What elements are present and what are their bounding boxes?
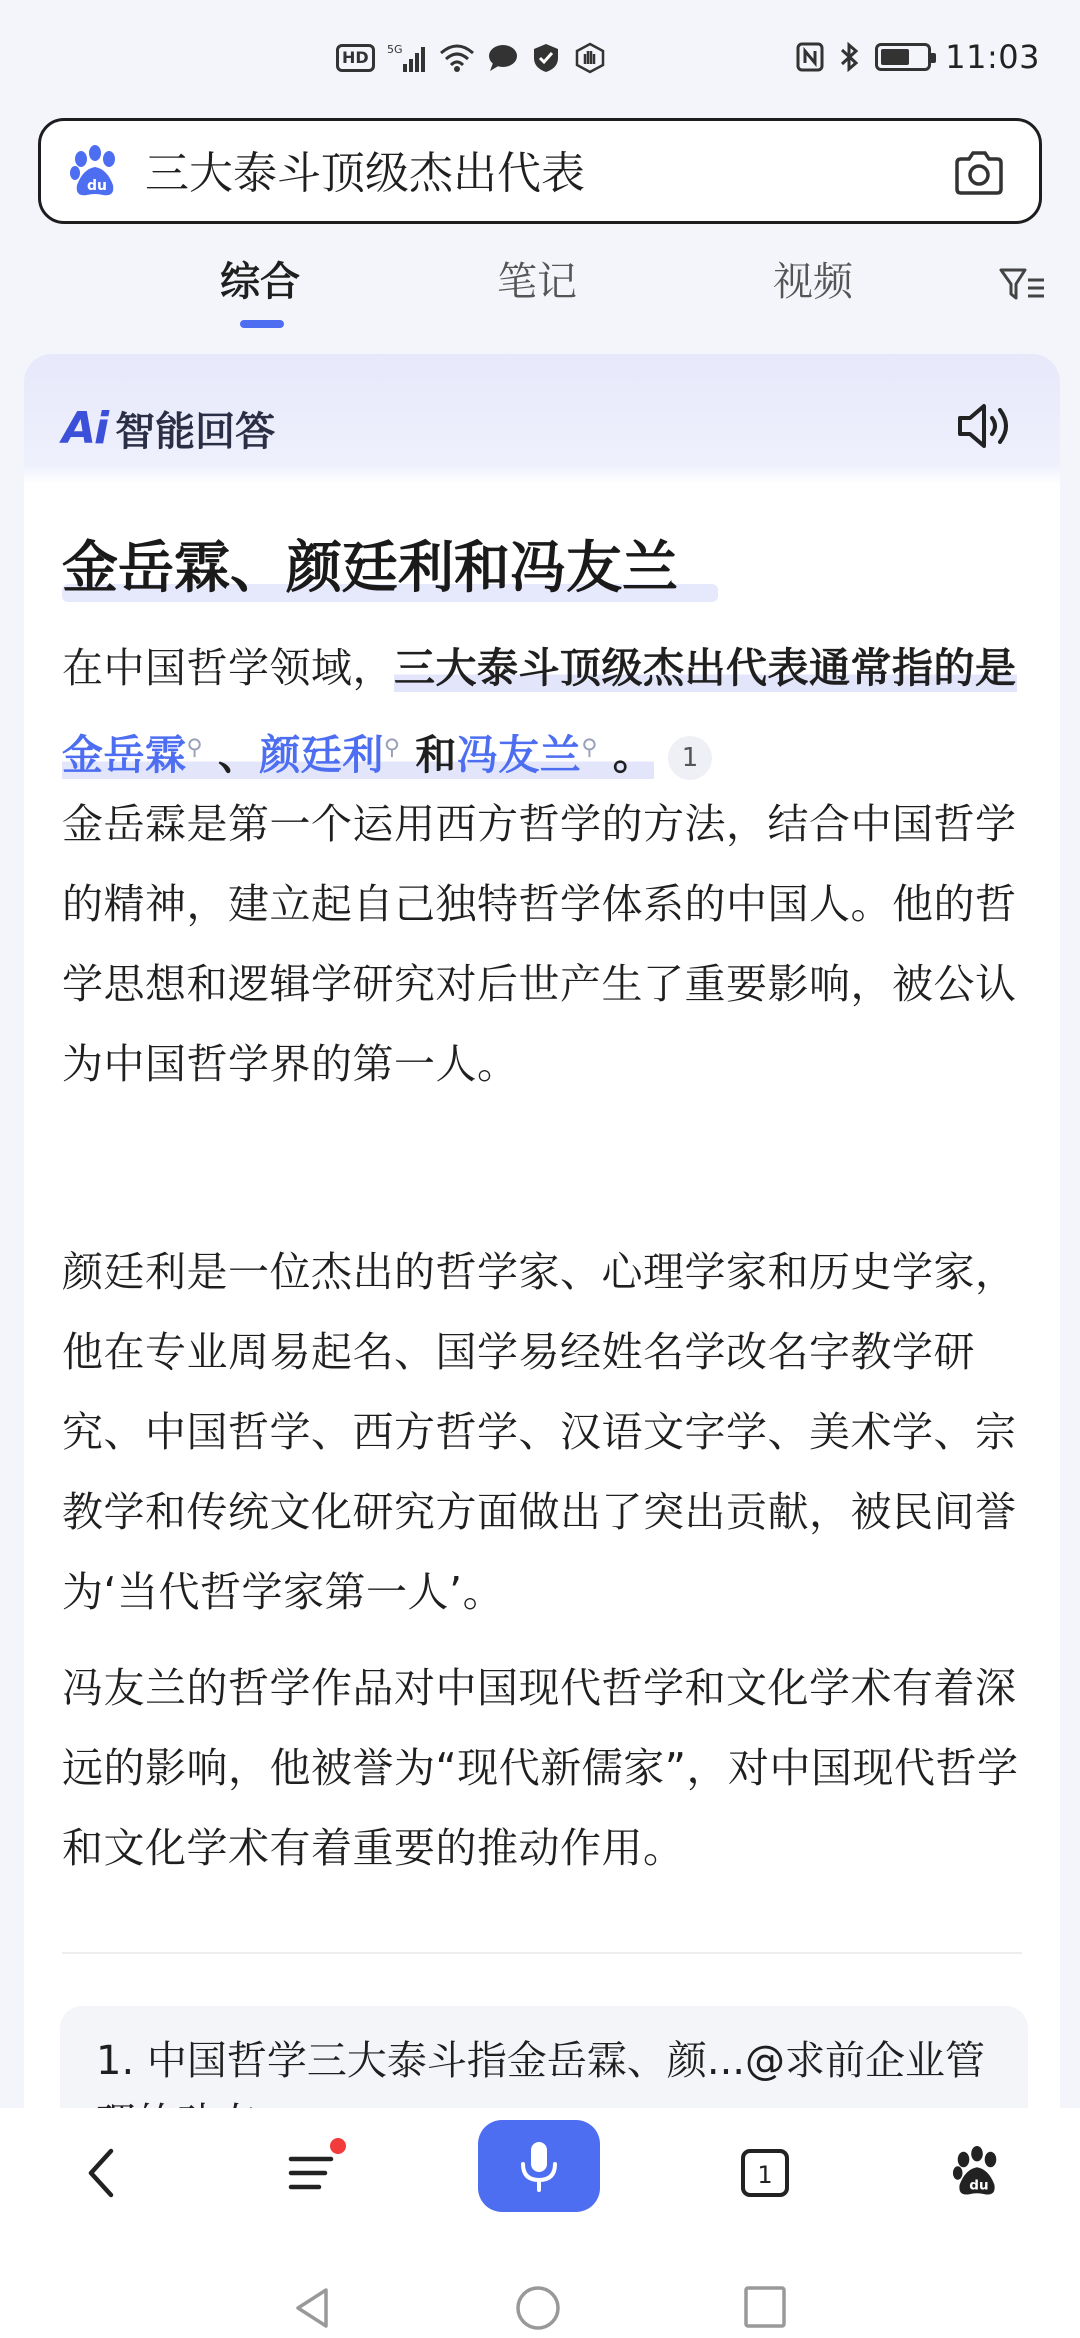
- tabs-count-icon: [739, 2147, 791, 2199]
- answer-paragraph-3: 冯友兰的哲学作品对中国现代哲学和文化学术有着深远的影响，他被誉为“现代新儒家”，对中国现代哲学和文化学术有着重要的推动作用。: [62, 1664, 1019, 1872]
- intro-highlight: 三大泰斗顶级杰出代表通常指的是: [394, 644, 1017, 692]
- camera-icon[interactable]: [951, 145, 1007, 201]
- menu-button[interactable]: [268, 2128, 358, 2218]
- bluetooth-icon: [839, 39, 861, 75]
- battery-icon: [875, 43, 931, 71]
- intro-end: 。: [612, 730, 655, 779]
- answer-intro: [62, 628, 1042, 795]
- answer-title: 金岳霖、颜廷利和冯友兰: [62, 536, 678, 601]
- notification-dot: [330, 2138, 346, 2154]
- svg-text:du: du: [87, 178, 107, 194]
- search-mini-icon[interactable]: ⚲: [383, 735, 401, 760]
- status-icons-right: [795, 38, 1040, 76]
- status-icons-left: [336, 40, 607, 76]
- tab-count: 1: [757, 2161, 773, 2189]
- tab-all[interactable]: 综合: [220, 259, 300, 305]
- signal-icon: [387, 40, 427, 76]
- hand-icon: [573, 40, 607, 76]
- entity-link-yan[interactable]: 颜廷利: [259, 730, 384, 779]
- back-button[interactable]: [56, 2128, 146, 2218]
- citation-badge[interactable]: 1: [668, 736, 712, 780]
- tabs-button[interactable]: [720, 2128, 810, 2218]
- shield-icon: [531, 40, 561, 76]
- menu-icon: [285, 2149, 341, 2197]
- result-tabs: [0, 250, 1080, 330]
- search-query[interactable]: 三大泰斗顶级杰出代表: [145, 148, 585, 199]
- ai-card-title: 智能回答: [115, 409, 276, 455]
- speaker-icon[interactable]: [956, 398, 1018, 454]
- filter-icon[interactable]: [998, 264, 1046, 304]
- message-icon: [487, 40, 519, 76]
- system-recents-icon[interactable]: [742, 2284, 788, 2330]
- system-back-icon[interactable]: [290, 2284, 334, 2332]
- ai-card-header: [24, 354, 1060, 484]
- ai-answer-card: [24, 354, 1060, 2154]
- search-mini-icon[interactable]: ⚲: [186, 735, 204, 760]
- intro-separator: 、: [217, 730, 260, 779]
- entity-link-feng[interactable]: 冯友兰: [456, 730, 582, 779]
- intro-prefix: 在中国哲学领域，: [62, 644, 394, 692]
- tab-notes[interactable]: 笔记: [497, 259, 577, 305]
- network-label: 5G: [386, 43, 403, 56]
- intro-separator: 和: [415, 730, 457, 779]
- ai-logo: [62, 400, 275, 457]
- back-arrow-icon: [81, 2145, 121, 2201]
- tab-videos[interactable]: 视频: [773, 259, 853, 305]
- search-bar[interactable]: [38, 118, 1042, 224]
- reference-title[interactable]: 1. 中国哲学三大泰斗指金岳霖、颜...@求前企业管: [96, 2038, 986, 2084]
- baidu-home-button[interactable]: [932, 2128, 1022, 2218]
- status-time: 11:03: [945, 38, 1040, 76]
- wifi-icon: [439, 40, 475, 76]
- voice-search-button[interactable]: [478, 2120, 600, 2212]
- status-bar: [0, 0, 1080, 110]
- divider: [62, 1952, 1022, 1954]
- answer-paragraph-2: 颜廷利是一位杰出的哲学家、心理学家和历史学家，他在专业周易起名、国学易经姓名学改名字教学研究、中国哲学、西方哲学、汉语文字学、美术学、宗教学和传统文化研究方面做出了突出贡献，被民间誉为‘当代哲学家第一人’。: [62, 1248, 1017, 1616]
- bottom-nav: [0, 2108, 1080, 2338]
- ai-card-body: [24, 484, 1060, 2154]
- ai-mark-icon: Ai: [62, 403, 108, 454]
- nfc-icon: [795, 39, 825, 75]
- answer-paragraph-1: 金岳霖是第一个运用西方哲学的方法，结合中国哲学的精神，建立起自己独特哲学体系的中国人。他的哲学思想和逻辑学研究对后世产生了重要影响，被公认为中国哲学界的第一人。: [62, 800, 1017, 1088]
- search-mini-icon[interactable]: ⚲: [581, 735, 598, 760]
- svg-text:du: du: [969, 2177, 989, 2194]
- entity-link-jin[interactable]: 金岳霖: [62, 730, 187, 779]
- active-tab-indicator: [240, 320, 284, 328]
- hd-icon: HD: [336, 44, 375, 72]
- baidu-paw-icon: [950, 2146, 1004, 2200]
- baidu-logo-icon: [67, 145, 123, 201]
- microphone-icon: [517, 2138, 561, 2194]
- system-home-icon[interactable]: [514, 2284, 562, 2332]
